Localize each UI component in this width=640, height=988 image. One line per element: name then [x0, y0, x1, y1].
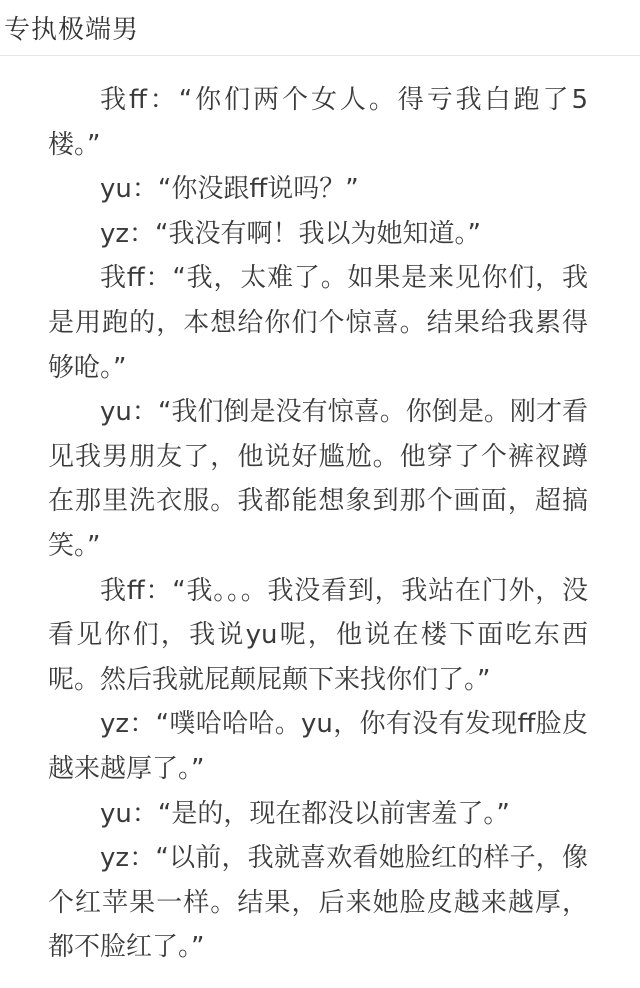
article-paragraph: yz：“以前，我就喜欢看她脸红的样子，像个红苹果一样。结果，后来她脸皮越来越厚，都不脸红了。” [48, 843, 588, 963]
article-paragraph: yz：“我没有啊！我以为她知道。” [100, 218, 481, 249]
article-paragraph: 我ff：“我，太难了。如果是来见你们，我是用跑的，本想给你们个惊喜。结果给我累得够呛。” [48, 263, 588, 383]
article-paragraph: 我ff：“我。。。我没看到，我站在门外，没看见你们，我说yu呢，他说在楼下面吃东西呢。然后我就屁颠屁颠下来找你们了。” [48, 575, 588, 695]
article-paragraph: yz：“噗哈哈哈。yu，你有没有发现ff脸皮越来越厚了。” [48, 709, 588, 784]
article-paragraph: yu：“你没跟ff说吗？” [100, 174, 359, 205]
page-header [0, 0, 640, 56]
article-paragraph: yu：“是的，现在都没以前害羞了。” [100, 798, 510, 829]
article-paragraph: yu：“我们倒是没有惊喜。你倒是。刚才看见我男朋友了，他说好尴尬。他穿了个裤衩蹲在那里洗衣服。我都能想象到那个画面，超搞笑。” [48, 397, 588, 561]
article-paragraph: 我ff：“你们两个女人。得亏我白跑了5楼。” [48, 85, 588, 160]
page-title: 专执极端男 [4, 15, 140, 45]
article-body [48, 78, 588, 970]
